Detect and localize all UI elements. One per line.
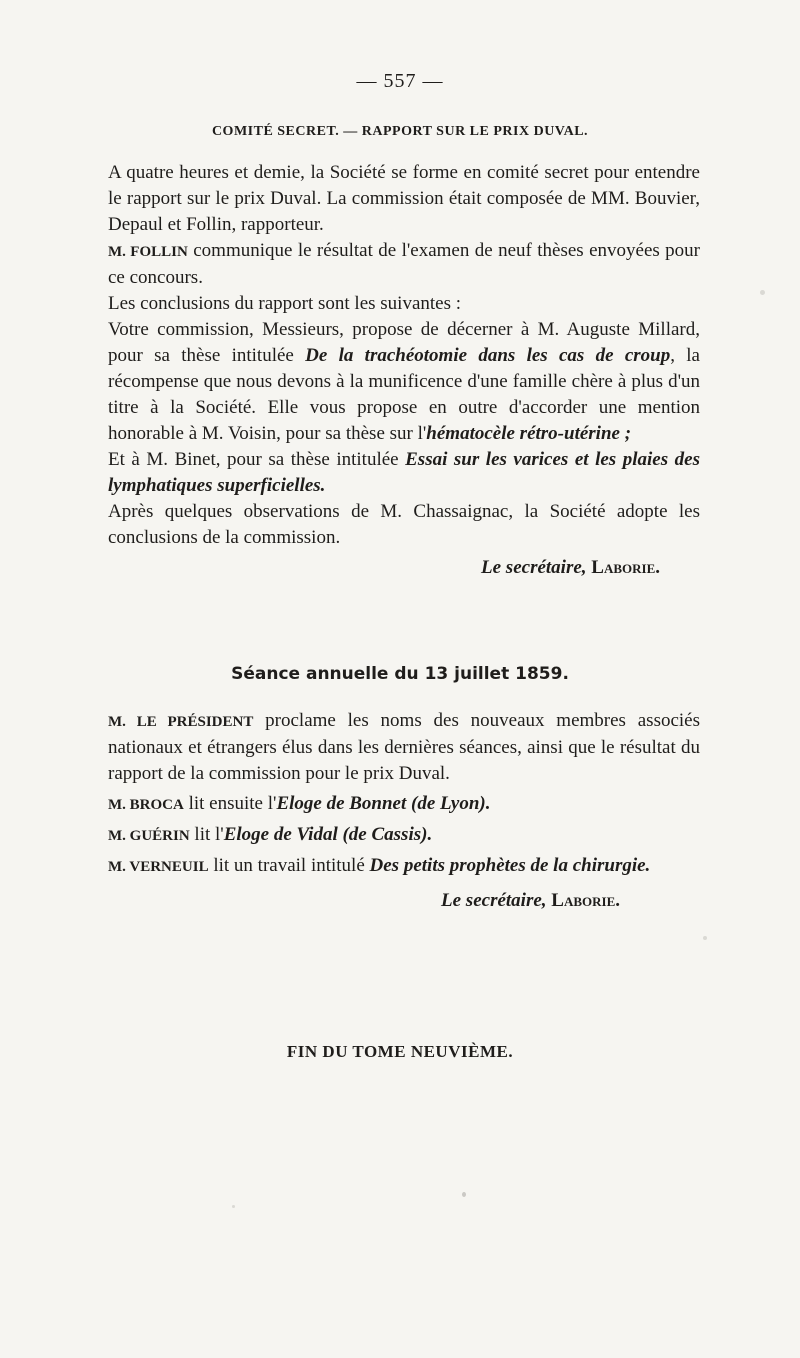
section-heading: COMITÉ SECRET. — RAPPORT SUR LE PRIX DUVAL. (211, 124, 589, 139)
petits-prophetes-title: Des petits prophètes de la chirurgie. (369, 855, 651, 876)
scan-speck (232, 1205, 235, 1208)
thesis-title-varices: Essai sur les varices et les plaies des lymphatiques superficielles. (108, 449, 700, 496)
verneuil-text: lit un travail intitulé (208, 855, 370, 876)
signature-1 (108, 555, 700, 581)
binet-text: Et à M. Binet, pour sa thèse intitulée (108, 449, 406, 470)
signature-1-role: Le secrétaire, (481, 557, 587, 578)
paragraph-conclusions-text: Les conclusions du rapport sont les suivantes : (108, 293, 462, 314)
paragraph-adoption-text: Après quelques observations de M. Chassaignac, la Société adopte les conclusions de la commission. (108, 501, 700, 548)
signature-2-name: Laborie. (546, 890, 620, 911)
eloge-bonnet-title: Eloge de Bonnet (de Lyon). (276, 793, 491, 814)
signature-2-role: Le secrétaire, (441, 890, 547, 911)
seance-title: Séance annuelle du 13 juillet 1859. (231, 664, 569, 684)
paragraph-president (108, 708, 700, 787)
paragraph-conclusions (108, 291, 700, 317)
thesis-title-tracheotomie: De la trachéotomie dans les cas de croup (305, 345, 671, 366)
president-text: proclame les noms des nouveaux membres associés nationaux et étrangers élus dans les dernières séances, ainsi que le résultat du rapport de la commission pour le prix Duval. (108, 710, 701, 784)
paragraph-adoption (108, 499, 700, 551)
paragraph-commission (108, 317, 700, 447)
paragraph-follin (108, 238, 700, 291)
paragraph-follin-text: communique le résultat de l'examen de neuf thèses envoyées pour ce concours. (108, 240, 701, 288)
speaker-president: M. LE PRÉSIDENT (108, 714, 254, 730)
commission-text-b: , la récompense que nous devons à la munificence d'une famille chère à plus d'un titre à la Société. Elle vous propose en outre d'accorder une mention honorable à M. Voisin, pour sa thèse sur l' (108, 345, 700, 444)
commission-text-a: Votre commission, Messieurs, propose de décerner à M. Auguste Millard, pour sa thèse intitulée (108, 319, 700, 366)
speaker-verneuil: M. VERNEUIL (108, 859, 209, 875)
fin-du-tome: FIN DU TOME NEUVIÈME. (286, 1042, 514, 1061)
speaker-broca: M. BROCA (108, 797, 184, 813)
guerin-text: lit l' (189, 824, 224, 845)
signature-2 (108, 888, 700, 914)
broca-text: lit ensuite l' (183, 793, 277, 814)
page-number: — 557 — (356, 70, 444, 92)
paragraph-binet (108, 447, 700, 499)
speaker-guerin: M. GUÉRIN (108, 828, 190, 844)
paragraph-intro (108, 160, 700, 238)
paragraph-intro-text: A quatre heures et demie, la Société se forme en comité secret pour entendre le rapport sur le prix Duval. La commission était composée de MM. Bouvier, Depaul et Follin, rapporteur. (108, 162, 700, 235)
speaker-follin: M. FOLLIN (108, 244, 188, 260)
comite-secret-body (108, 160, 700, 581)
scan-speck (703, 936, 707, 940)
seance-body (108, 708, 700, 914)
eloge-vidal-title: Eloge de Vidal (de Cassis). (223, 824, 433, 845)
paragraph-verneuil (108, 853, 700, 880)
thesis-title-hematocele: hématocèle rétro-utérine ; (426, 423, 632, 444)
scan-speck (462, 1192, 466, 1197)
scan-speck (760, 290, 765, 295)
paragraph-broca (108, 791, 700, 818)
signature-1-name: Laborie. (586, 557, 660, 578)
paragraph-guerin (108, 822, 700, 849)
